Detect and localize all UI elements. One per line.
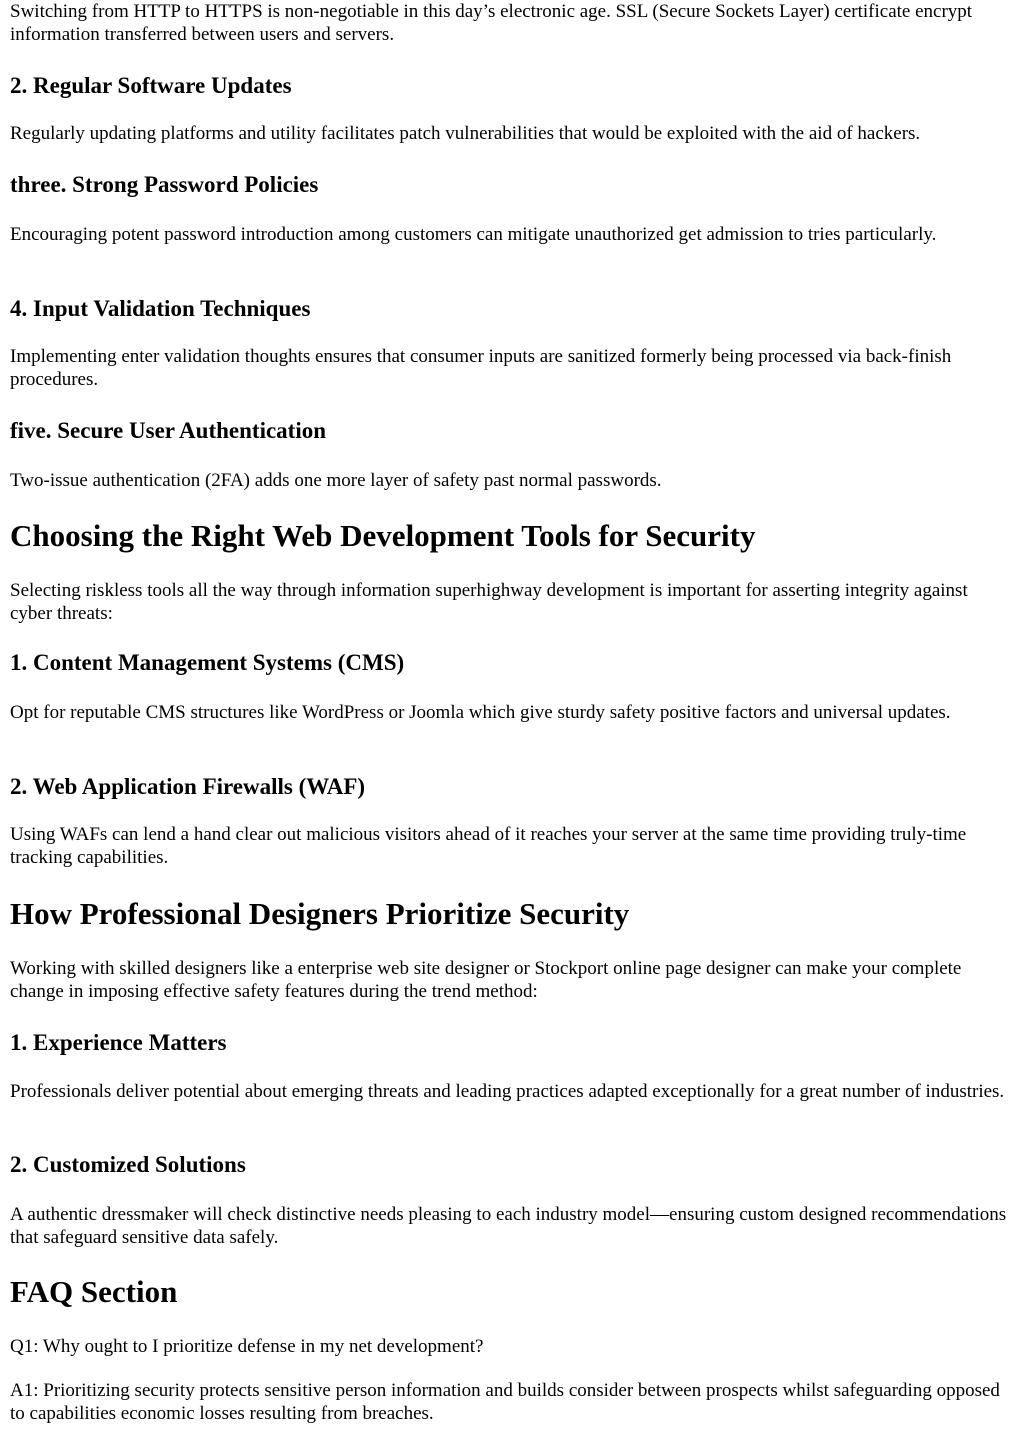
heading-strong-password-policies: three. Strong Password Policies [10,172,319,197]
intro-paragraph-ssl: Switching from HTTP to HTTPS is non-negotiable in this day’s electronic age. SSL (Secure Sockets Layer) certificate encrypt information transferred between users and servers. [10,1,973,45]
faq-question-1: Q1: Why ought to I prioritize defense in my net development? [10,1336,484,1357]
paragraph-professional-designers: Working with skilled designers like a enterprise web site designer or Stockport online page designer can make your complete change in imposing effective safety features during the trend method: [10,958,962,1002]
paragraph-waf: Using WAFs can lend a hand clear out malicious visitors ahead of it reaches your server at the same time providing truly-time tracking capabilities. [10,824,967,868]
paragraph-user-authentication: Two-issue authentication (2FA) adds one more layer of safety past normal passwords. [10,470,662,491]
heading-experience-matters: 1. Experience Matters [10,1030,227,1055]
heading-waf: 2. Web Application Firewalls (WAF) [10,774,366,799]
paragraph-password-policies: Encouraging potent password introduction among customers can mitigate unauthorized get admission to tries particularly. [10,224,937,245]
heading-choosing-tools: Choosing the Right Web Development Tools for Security [10,518,756,553]
heading-customized-solutions: 2. Customized Solutions [10,1152,246,1177]
paragraph-customized-solutions: A authentic dressmaker will check distinctive needs pleasing to each industry model—ensuring custom designed recommendations that safeguard sensitive data safely. [10,1204,1007,1248]
heading-secure-user-authentication: five. Secure User Authentication [10,418,327,443]
paragraph-choosing-tools: Selecting riskless tools all the way through information superhighway development is important for asserting integrity against cyber threats: [10,580,968,624]
paragraph-input-validation: Implementing enter validation thoughts ensures that consumer inputs are sanitized formerly being processed via back-finish procedures. [10,346,952,390]
heading-faq-section: FAQ Section [10,1274,178,1309]
heading-regular-software-updates: 2. Regular Software Updates [10,73,292,98]
paragraph-cms: Opt for reputable CMS structures like WordPress or Joomla which give sturdy safety positive factors and universal updates. [10,702,951,723]
heading-input-validation: 4. Input Validation Techniques [10,296,311,321]
heading-professional-designers: How Professional Designers Prioritize Security [10,896,630,931]
paragraph-experience-matters: Professionals deliver potential about emerging threats and leading practices adapted exceptionally for a great number of industries. [10,1081,1005,1102]
faq-answer-1: A1: Prioritizing security protects sensitive person information and builds consider between prospects whilst safeguarding opposed to capabilities economic losses resulting from breaches. [10,1380,1000,1424]
heading-cms: 1. Content Management Systems (CMS) [10,650,405,675]
paragraph-software-updates: Regularly updating platforms and utility facilitates patch vulnerabilities that would be exploited with the aid of hackers. [10,123,921,144]
